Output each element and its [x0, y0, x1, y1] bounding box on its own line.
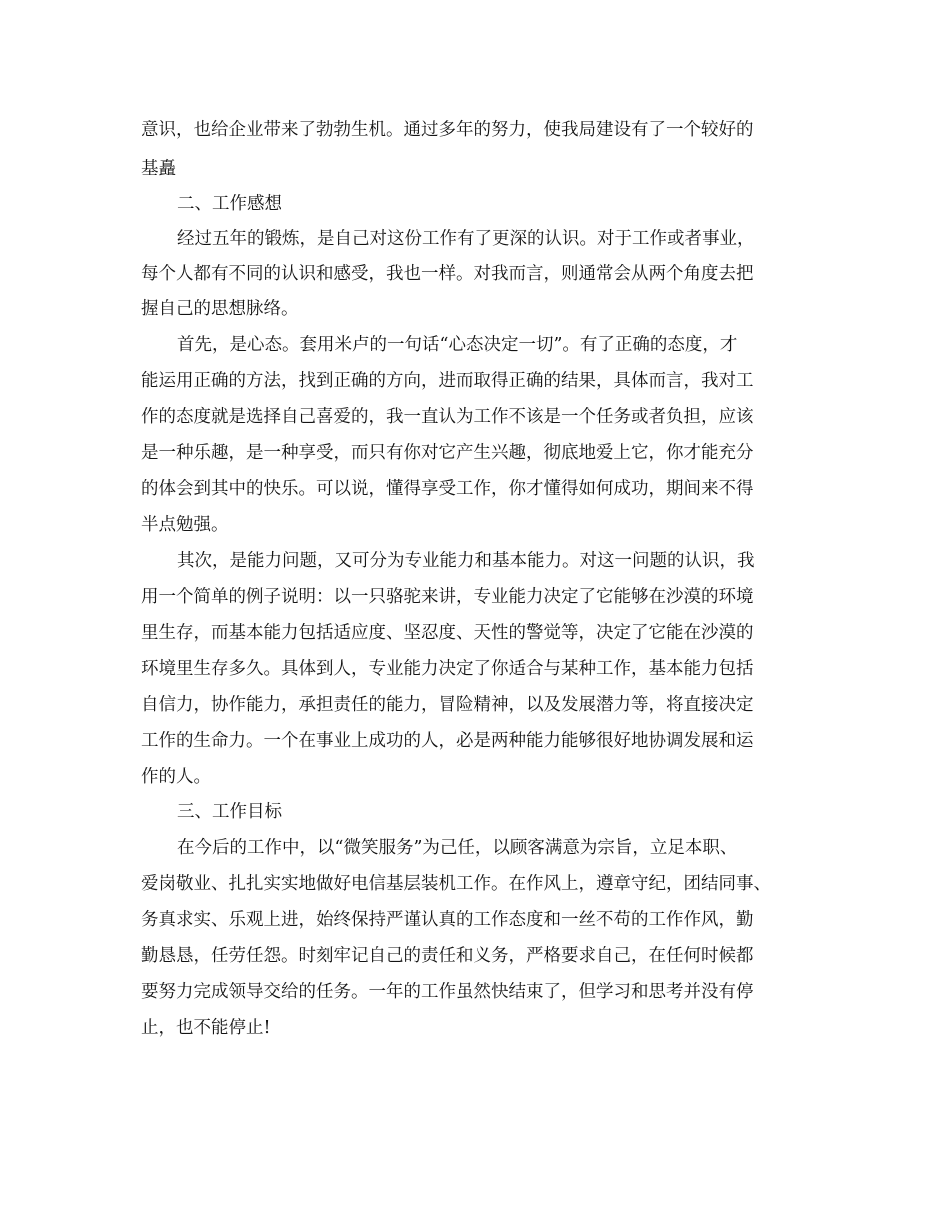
paragraph-line: 勤恳恳，任劳任怨。时刻牢记自己的责任和义务，严格要求自己，在任何时候都 — [141, 946, 754, 966]
paragraph-line: 用一个简单的例子说明：以一只骆驼来讲，专业能力决定了它能够在沙漠的环境 — [141, 587, 754, 607]
paragraph-line: 自信力，协作能力，承担责任的能力，冒险精神，以及发展潜力等，将直接决定 — [141, 695, 754, 715]
paragraph-line: 环境里生存多久。具体到人，专业能力决定了你适合与某种工作，基本能力包括 — [141, 659, 754, 679]
paragraph-line: 意识，也给企业带来了勃勃生机。通过多年的努力，使我局建设有了一个较好的 — [141, 120, 754, 140]
paragraph-line: 能运用正确的方法，找到正确的方向，进而取得正确的结果，具体而言，我对工 — [141, 371, 754, 391]
paragraph-line: 爱岗敬业、扎扎实实地做好电信基层装机工作。在作风上，遵章守纪，团结同事、 — [141, 874, 771, 894]
paragraph-line: 在今后的工作中，以“微笑服务”为己任，以顾客满意为宗旨，立足本职、 — [177, 838, 738, 858]
paragraph-line: 作的人。 — [141, 767, 211, 787]
paragraph-line: 务真求实、乐观上进，始终保持严谨认真的工作态度和一丝不苟的工作作风，勤 — [141, 910, 754, 930]
paragraph-line: 止，也不能停止! — [141, 1018, 271, 1038]
paragraph-line: 作的态度就是选择自己喜爱的，我一直认为工作不该是一个任务或者负担，应该 — [141, 407, 754, 427]
paragraph-line: 其次，是能力问题，又可分为专业能力和基本能力。对这一问题的认识，我 — [177, 551, 755, 571]
paragraph-line: 半点勉强。 — [141, 515, 229, 535]
paragraph-line: 首先，是心态。套用米卢的一句话“心态决定一切”。有了正确的态度，才 — [177, 335, 738, 355]
paragraph-line: 基矗 — [141, 159, 176, 179]
paragraph-line: 工作的生命力。一个在事业上成功的人，必是两种能力能够很好地协调发展和运 — [141, 731, 754, 751]
paragraph-line: 的体会到其中的快乐。可以说，懂得享受工作，你才懂得如何成功，期间来不得 — [141, 479, 754, 499]
section-heading: 二、工作感想 — [177, 194, 282, 214]
paragraph-line: 每个人都有不同的认识和感受，我也一样。对我而言，则通常会从两个角度去把 — [141, 264, 754, 284]
section-heading: 三、工作目标 — [177, 802, 282, 822]
paragraph-line: 里生存，而基本能力包括适应度、坚忍度、天性的警觉等，决定了它能在沙漠的 — [141, 623, 754, 643]
paragraph-line: 要努力完成领导交给的任务。一年的工作虽然快结束了，但学习和思考并没有停 — [141, 982, 754, 1002]
paragraph-line: 经过五年的锻炼，是自己对这份工作有了更深的认识。对于工作或者事业， — [177, 229, 755, 249]
paragraph-line: 是一种乐趣，是一种享受，而只有你对它产生兴趣，彻底地爱上它，你才能充分 — [141, 443, 754, 463]
paragraph-line: 握自己的思想脉络。 — [141, 299, 299, 319]
